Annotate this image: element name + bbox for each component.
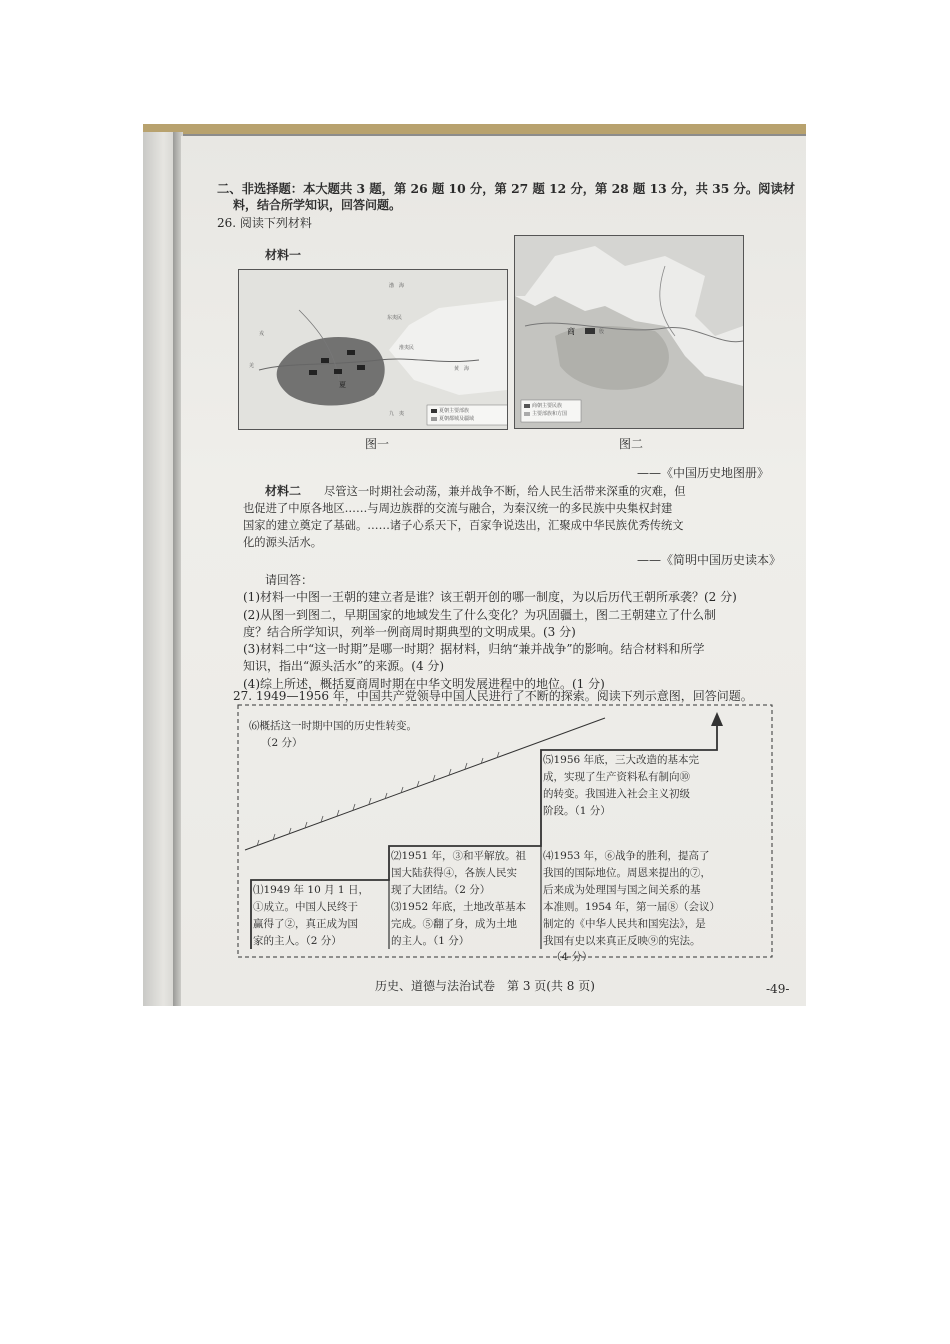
box4-line1: ⑷1953 年，⑥战争的胜利，提高了 (543, 850, 710, 862)
box4-line3: 后来成为处理国与国之间关系的基 (543, 884, 701, 896)
box4-line7: （4 分） (551, 951, 593, 963)
box1-line1: ⑴1949 年 10 月 1 日， (253, 884, 369, 896)
source2: ——《简明中国历史读本》 (637, 553, 782, 567)
material1-label: 材料一 (265, 248, 302, 262)
box3-line1: ⑶1952 年底，土地改革基本 (391, 901, 527, 913)
map1-xia: 夏 (339, 381, 346, 389)
box5-line4: 阶段。（1 分） (543, 805, 611, 817)
map2-legend-1: 商朝主要民族 (532, 403, 563, 409)
box6-line2: （2 分） (261, 737, 303, 749)
box5-line1: ⑸1956 年底，三大改造的基本完 (543, 754, 700, 766)
map-shang (514, 235, 744, 429)
page-number: -49- (766, 982, 790, 996)
q26-question-1: (1)材料一中图一王朝的建立者是谁？该王朝开创的哪一制度，为以后历代王朝所承袭？(2 分) (243, 590, 737, 604)
box5-line2: 成，实现了生产资料私有制向⑩ (543, 771, 690, 783)
q27-diagram (237, 704, 773, 963)
material2-line1: 尽管这一时期社会动荡，兼并战争不断，给人民生活带来深重的灾难，但 (324, 485, 686, 498)
table-edge (143, 124, 806, 134)
exam-page (181, 136, 806, 1006)
box3-line2: 完成。⑤翻了身，成为土地 (391, 918, 517, 930)
map1-west2: 戎 (259, 331, 265, 337)
q27-intro: 27. 1949—1956 年，中国共产党领导中国人民进行了不断的探索。阅读下列示意图，回答问题。 (233, 689, 753, 703)
box4-line6: 我国有史以来真正反映⑨的宪法。 (543, 935, 701, 947)
material2-line2: 也促进了中原各地区……与周边族群的交流与融合，为秦汉统一的多民族中央集权封建 (243, 502, 673, 515)
footer-title: 历史、道德与法治试卷 第 3 页(共 8 页) (375, 979, 595, 993)
map2-caption: 图二 (619, 437, 644, 451)
box1-line4: 家的主人。（2 分） (253, 935, 342, 947)
box4-line5: 制定的《中华人民共和国宪法》，是 (543, 918, 706, 930)
map2-legend-2: 主要部族和方国 (532, 411, 568, 417)
box4-line2: 我国的国际地位。周恩来提出的⑦， (543, 867, 711, 879)
q26-question-3b: 知识，指出“源头活水”的来源。(4 分) (243, 659, 445, 673)
material2-line3: 国家的建立奠定了基础。……诸子心系天下，百家争说迭出，汇聚成中华民族优秀传统文 (243, 519, 684, 532)
map-shang-drawing (515, 236, 743, 428)
map1-sea-top: 渤 海 (389, 283, 405, 289)
map2-shang: 商 (567, 327, 575, 336)
q26-question-2b: 度？结合所学知识，列举一例商周时期典型的文明成果。(3 分) (243, 625, 576, 639)
map1-legend-2: 夏朝都城及疆域 (439, 416, 475, 422)
section-heading-line2: 料，结合所学知识，回答问题。 (233, 198, 402, 212)
box2-line2: 国大陆获得④，各族人民实 (391, 867, 517, 879)
q26-question-3a: (3)材料二中“这一时期”是哪一时期？据材料，归纳“兼并战争”的影响。结合材料和所学 (243, 642, 705, 656)
map1-jiuyi: 九 夷 (389, 411, 405, 417)
facing-page (143, 132, 177, 1006)
document-photo (143, 124, 806, 1006)
map1-legend-1: 夏朝主要部族 (439, 408, 470, 414)
box6-line1: ⑹概括这一时期中国的历史性转变。 (249, 720, 417, 732)
box5-line3: 的转变。我国进入社会主义初级 (543, 788, 690, 800)
material2-line4: 化的源头活水。 (243, 536, 323, 549)
box1-line2: ①成立。中国人民终于 (253, 901, 358, 913)
section-heading-line1: 二、非选择题：本大题共 3 题，第 26 题 10 分，第 27 题 12 分，第 28 题 13 分，共 35 分。阅读材 (217, 181, 796, 196)
answer-prompt: 请回答： (265, 573, 314, 587)
map2-capital: 殷 (599, 329, 605, 335)
source1: ——《中国历史地图册》 (637, 466, 770, 480)
box1-line3: 赢得了②，真正成为国 (253, 918, 358, 930)
map1-west1: 羌 (249, 363, 255, 369)
map1-sea-right: 黄 海 (454, 366, 470, 372)
material2-label: 材料二 (265, 484, 302, 498)
q26-title: 26. 阅读下列材料 (217, 216, 312, 230)
map1-caption: 图一 (365, 437, 390, 451)
q26-question-4: (4)综上所述，概括夏商周时期在中华文明发展进程中的地位。(1 分) (243, 677, 605, 691)
box3-line3: 的主人。（1 分） (391, 935, 470, 947)
map1-yi2: 淮夷民 (399, 345, 415, 351)
map-xia-drawing (239, 270, 507, 429)
box2-line1: ⑵1951 年，③和平解放。祖 (391, 850, 527, 862)
box4-line4: 本准则。1954 年，第一届⑧（会议） (543, 901, 721, 913)
q26-question-2a: (2)从图一到图二，早期国家的地域发生了什么变化？为巩固疆土，图二王朝建立了什么制 (243, 608, 717, 622)
map1-yi1: 东夷民 (387, 315, 403, 321)
map-xia (238, 269, 508, 430)
box2-line3: 现了大团结。（2 分） (391, 884, 491, 896)
